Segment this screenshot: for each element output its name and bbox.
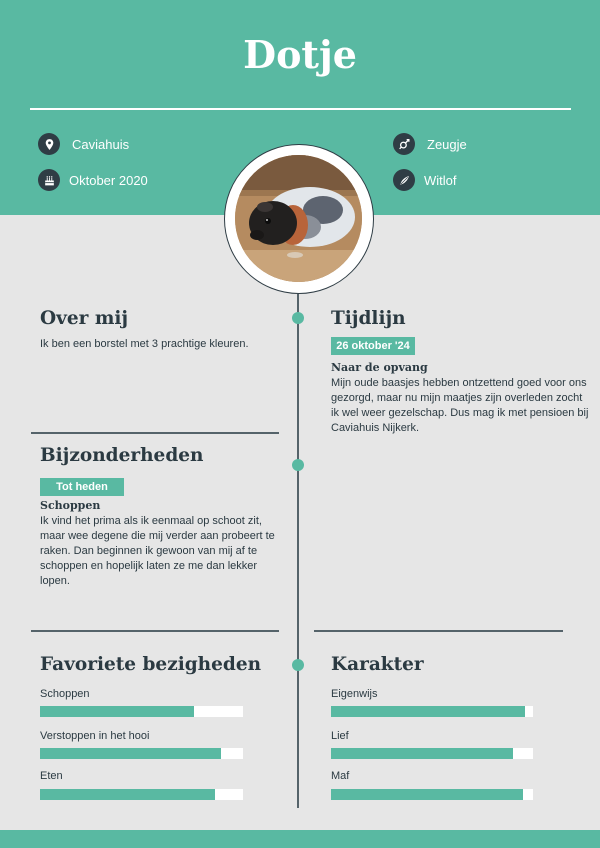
gender-icon — [393, 133, 415, 155]
activity-bar — [40, 706, 243, 717]
section-divider — [314, 630, 563, 632]
footer-band — [0, 830, 600, 848]
about-heading: Over mij — [40, 308, 129, 329]
map-pin-icon — [38, 133, 60, 155]
activity-bar-fill — [40, 706, 194, 717]
character-bar — [331, 748, 533, 759]
details-subtitle: Schoppen — [40, 499, 101, 512]
character-bar — [331, 789, 533, 800]
activity-label: Verstoppen in het hooi — [40, 730, 150, 742]
activity-bar — [40, 789, 243, 800]
info-birth — [38, 169, 148, 191]
character-bar — [331, 706, 533, 717]
section-divider — [31, 432, 279, 434]
birthday-cake-icon — [38, 169, 60, 191]
info-food-text: Witlof — [424, 172, 457, 188]
timeline-line — [297, 294, 299, 808]
timeline-dot — [292, 459, 304, 471]
activity-label: Schoppen — [40, 688, 90, 700]
guinea-pig-photo — [235, 155, 362, 282]
timeline-heading: Tijdlijn — [331, 308, 406, 329]
profile-photo — [224, 144, 374, 294]
character-heading: Karakter — [331, 654, 424, 675]
timeline-text: Mijn oude baasjes hebben ontzettend goed voor ons gezorgd, maar nu mijn maatjes zijn overleden zocht ik wel weer gezelschap. Dus mag ik met pensioen bij Caviahuis Nijkerk. — [331, 377, 589, 434]
timeline-dot — [292, 312, 304, 324]
details-tag: Tot heden — [40, 478, 124, 496]
activity-label: Eten — [40, 770, 63, 782]
timeline-date-tag: 26 oktober '24 — [331, 337, 415, 355]
character-bar-fill — [331, 789, 523, 800]
section-divider — [31, 630, 279, 632]
info-location-text: Caviahuis — [72, 136, 130, 152]
activities-heading: Favoriete bezigheden — [40, 654, 262, 675]
info-gender-text: Zeugje — [427, 136, 467, 152]
page-title: Dotje — [243, 32, 357, 77]
vegetable-icon — [393, 169, 415, 191]
character-bar-fill — [331, 706, 525, 717]
details-heading: Bijzonderheden — [40, 445, 204, 466]
activity-bar-fill — [40, 748, 221, 759]
about-text: Ik ben een borstel met 3 prachtige kleuren. — [40, 338, 249, 350]
character-label: Lief — [331, 730, 349, 742]
activity-bar-fill — [40, 789, 215, 800]
timeline-subtitle: Naar de opvang — [331, 361, 428, 374]
character-bar-fill — [331, 748, 513, 759]
timeline-dot — [292, 659, 304, 671]
header-divider — [30, 108, 571, 110]
details-text: Ik vind het prima als ik eenmaal op schoot zit, maar wee degene die mij verder aan probeert te raken. Dan beginnen ik gewoon van mij af te schoppen en hopelijk laten ze me dan lekker lopen. — [40, 515, 275, 587]
info-birth-text: Oktober 2020 — [69, 172, 148, 188]
character-label: Eigenwijs — [331, 688, 378, 700]
character-label: Maf — [331, 770, 350, 782]
info-food — [393, 169, 457, 191]
activity-bar — [40, 748, 243, 759]
info-location — [38, 133, 129, 155]
info-gender — [393, 133, 467, 155]
